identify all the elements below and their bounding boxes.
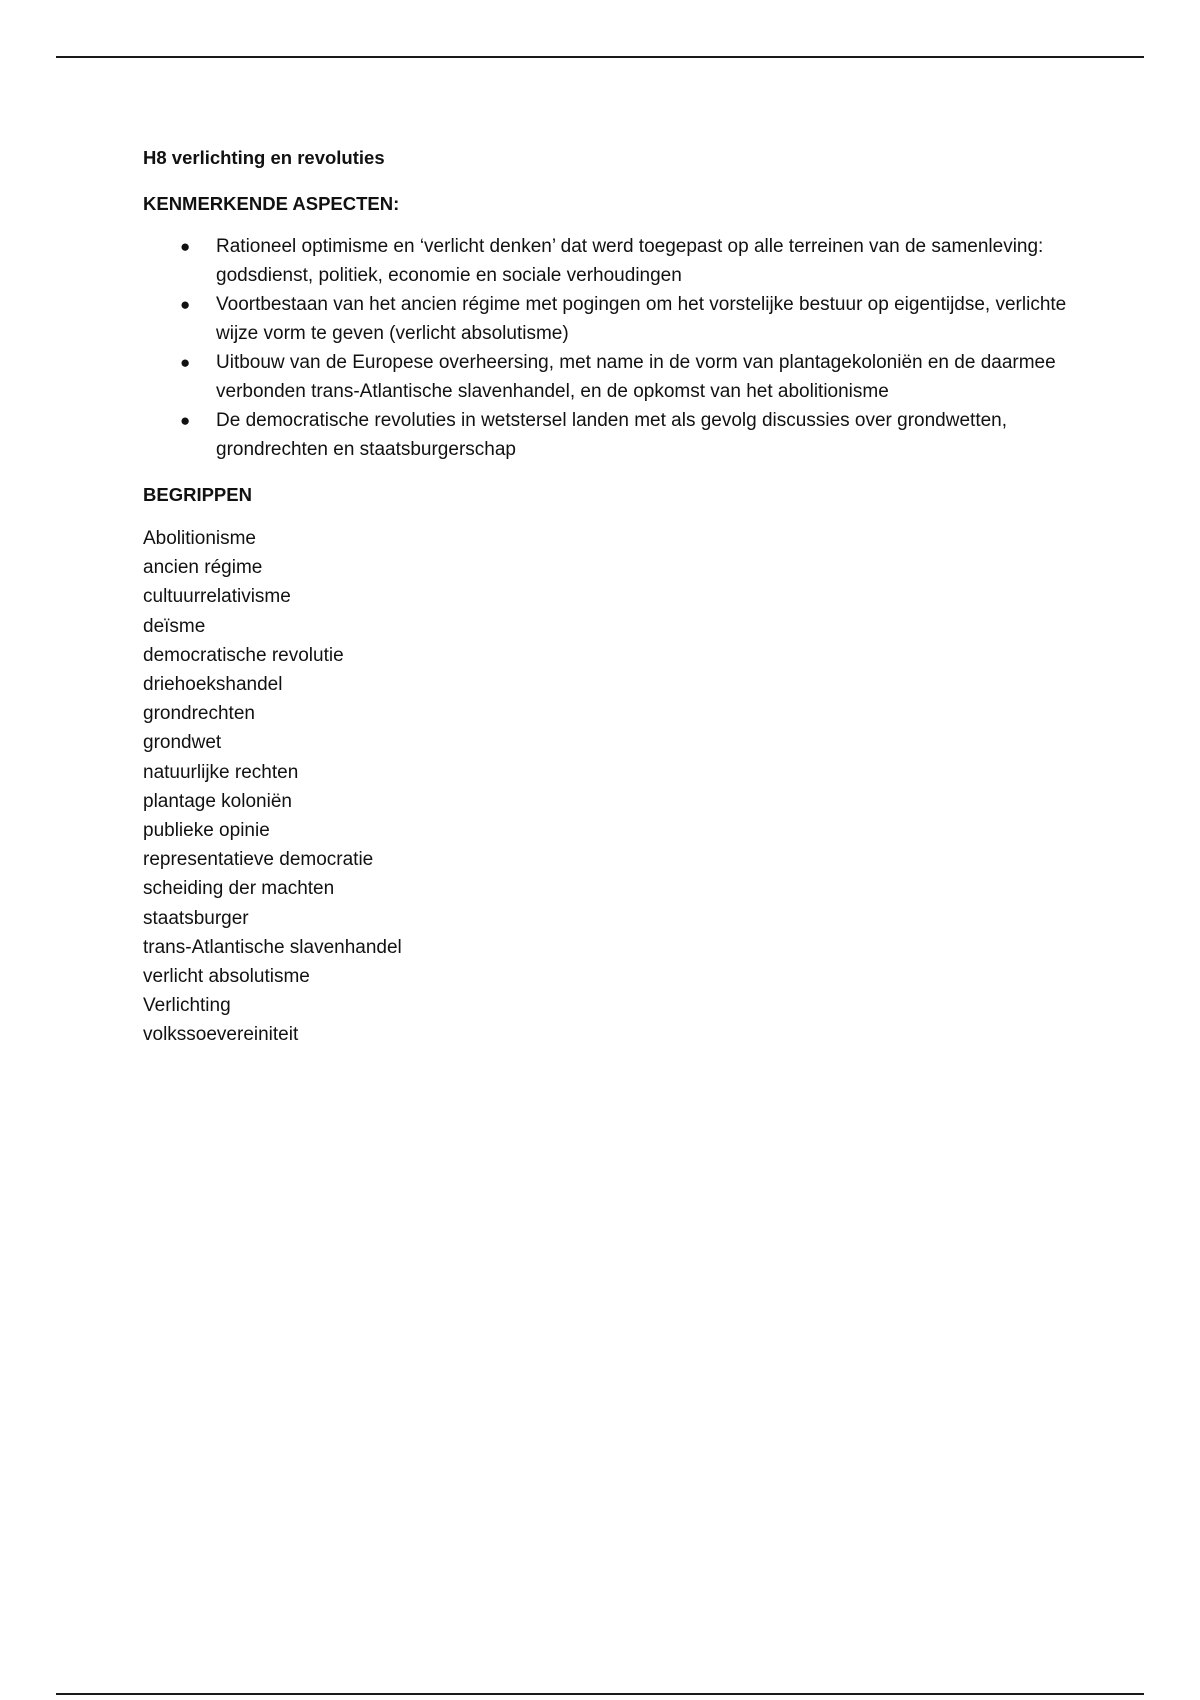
document-body (143, 143, 1083, 1050)
concept-item: cultuurrelativisme (143, 586, 291, 608)
concept-item: democratische revolutie (143, 644, 344, 666)
bullet-icon: ● (180, 237, 191, 256)
aspect-item (143, 406, 1083, 464)
concepts-heading: BEGRIPPEN (143, 484, 252, 505)
bullet-icon: ● (180, 411, 191, 430)
concept-item: staatsburger (143, 907, 249, 929)
aspect-text: Rationeel optimisme en ‘verlicht denken’ dat werd toegepast op alle terreinen van de samenleving: godsdienst, politiek, economie en sociale verhoudingen (216, 236, 1044, 286)
aspect-item (143, 232, 1083, 290)
aspect-text: De democratische revoluties in wetstersel landen met als gevolg discussies over grondwetten, grondrechten en staatsburgerschap (216, 410, 1008, 460)
concept-item: natuurlijke rechten (143, 761, 299, 783)
aspect-text: Voortbestaan van het ancien régime met pogingen om het vorstelijke bestuur op eigentijdse, verlichte wijze vorm te geven (verlicht absolutisme) (216, 294, 1067, 344)
concept-item: ancien régime (143, 557, 263, 579)
concept-item: volkssoevereiniteit (143, 1024, 299, 1046)
concept-item: grondrechten (143, 703, 255, 725)
document-title: H8 verlichting en revoluties (143, 147, 385, 168)
aspects-heading: KENMERKENDE ASPECTEN: (143, 193, 400, 214)
concept-item: Verlichting (143, 995, 231, 1017)
concept-item: scheiding der machten (143, 878, 335, 900)
concept-item: verlicht absolutisme (143, 966, 310, 988)
bullet-icon: ● (180, 353, 191, 372)
concept-item: publieke opinie (143, 820, 270, 842)
concept-item: deïsme (143, 615, 206, 637)
concept-item: trans-Atlantische slavenhandel (143, 936, 402, 958)
aspect-item (143, 348, 1083, 406)
aspect-item (143, 290, 1083, 348)
bullet-icon: ● (180, 295, 191, 314)
aspects-list (143, 232, 1083, 464)
concept-item: Abolitionisme (143, 528, 256, 549)
concept-item: grondwet (143, 732, 222, 754)
footer-rule (56, 1693, 1144, 1695)
concepts-list (143, 524, 1083, 1050)
aspect-text: Uitbouw van de Europese overheersing, met name in de vorm van plantagekoloniën en de daarmee verbonden trans-Atlantische slavenhandel, en de opkomst van het abolitionisme (216, 352, 1056, 402)
header-rule (56, 56, 1144, 58)
concept-item: plantage koloniën (143, 790, 292, 812)
concept-item: driehoekshandel (143, 674, 283, 696)
concept-item: representatieve democratie (143, 849, 374, 871)
